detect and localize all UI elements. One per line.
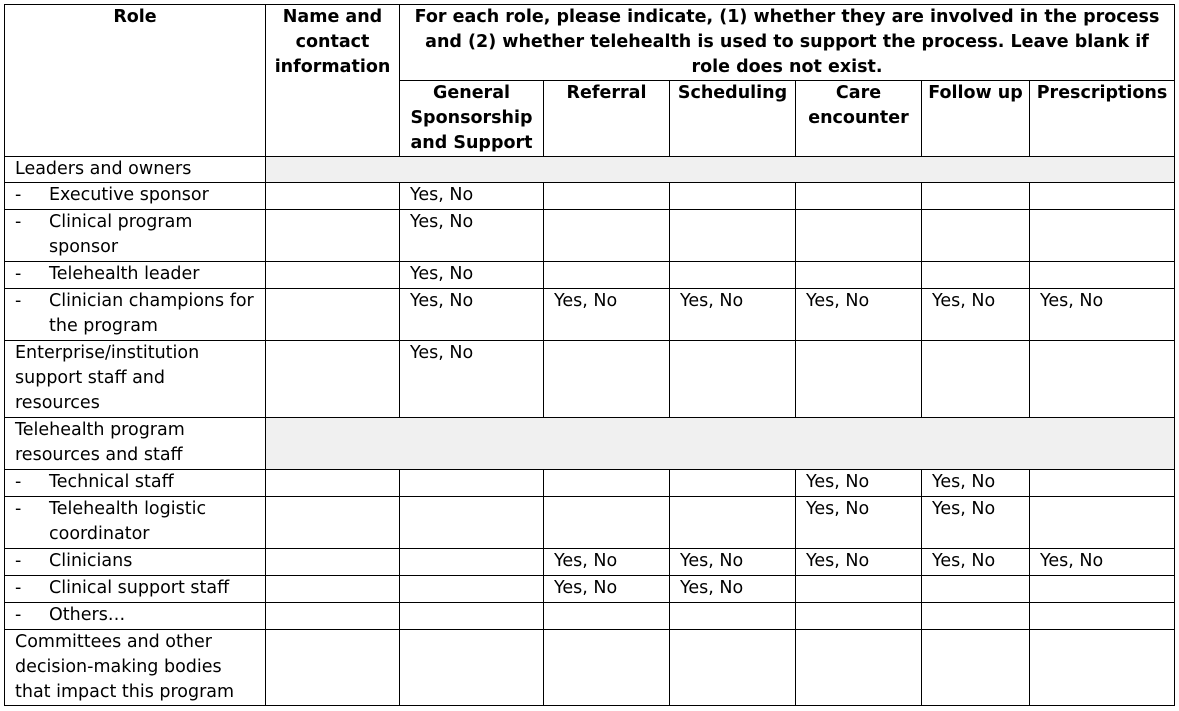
yes-no-cell [796, 603, 922, 630]
role-column-header: Role [5, 5, 266, 157]
yes-no-cell [1030, 603, 1175, 630]
name-contact-cell[interactable] [266, 630, 400, 706]
role-label: Technical staff [49, 472, 174, 492]
table-row [5, 630, 1175, 706]
yes-no-cell [670, 630, 796, 706]
yes-no-cell [1030, 262, 1175, 289]
table-row [5, 576, 1175, 603]
yes-no-cell [922, 210, 1030, 262]
yes-no-cell[interactable]: Yes, No [544, 576, 670, 603]
role-label: Committees and other decision-making bodies that impact this program [15, 632, 235, 702]
yes-no-cell[interactable]: Yes, No [400, 289, 544, 341]
list-dash-marker: - [15, 605, 22, 625]
yes-no-cell [1030, 630, 1175, 706]
role-cell [5, 497, 266, 549]
role-label: Telehealth program resources and staff [15, 420, 185, 465]
yes-no-cell [400, 470, 544, 497]
yes-no-cell [670, 183, 796, 210]
yes-no-cell[interactable]: Yes, No [670, 289, 796, 341]
role-label: Others… [49, 605, 126, 625]
yes-no-cell[interactable]: Yes, No [796, 549, 922, 576]
yes-no-cell[interactable]: Yes, No [670, 576, 796, 603]
table-row [5, 341, 1175, 418]
yes-no-cell [1030, 576, 1175, 603]
role-cell [5, 630, 266, 706]
yes-no-cell [796, 576, 922, 603]
role-label: Clinical program sponsor [49, 212, 193, 257]
table-row [5, 157, 1175, 183]
list-dash-marker: - [15, 185, 22, 205]
yes-no-cell [796, 210, 922, 262]
yes-no-cell [400, 576, 544, 603]
yes-no-cell [544, 470, 670, 497]
column-header-care-encounter: Care encounter [796, 81, 922, 157]
list-dash-marker: - [15, 472, 22, 492]
role-cell [5, 289, 266, 341]
role-cell [5, 157, 266, 183]
column-header-follow-up: Follow up [922, 81, 1030, 157]
yes-no-cell [670, 497, 796, 549]
role-label: Executive sponsor [49, 185, 209, 205]
yes-no-cell[interactable]: Yes, No [544, 289, 670, 341]
role-cell [5, 470, 266, 497]
table-row [5, 549, 1175, 576]
list-dash-marker: - [15, 291, 22, 311]
yes-no-cell [922, 262, 1030, 289]
roles-table-body [5, 157, 1175, 706]
name-contact-cell[interactable] [266, 183, 400, 210]
yes-no-cell[interactable]: Yes, No [922, 289, 1030, 341]
role-label: Clinician champions for the program [49, 291, 254, 336]
yes-no-cell [400, 603, 544, 630]
yes-no-cell[interactable]: Yes, No [922, 549, 1030, 576]
table-row [5, 603, 1175, 630]
yes-no-cell[interactable]: Yes, No [796, 470, 922, 497]
table-row [5, 262, 1175, 289]
yes-no-cell [796, 183, 922, 210]
yes-no-cell[interactable]: Yes, No [400, 210, 544, 262]
role-cell [5, 210, 266, 262]
yes-no-cell [1030, 470, 1175, 497]
yes-no-cell[interactable]: Yes, No [670, 549, 796, 576]
yes-no-cell[interactable]: Yes, No [922, 470, 1030, 497]
yes-no-cell [544, 210, 670, 262]
role-cell [5, 603, 266, 630]
instruction-header: For each role, please indicate, (1) whether they are involved in the process and (2) whether telehealth is used to support the process. Leave blank if role does not exist. [400, 5, 1175, 81]
name-contact-column-header: Name and contact information [266, 5, 400, 157]
yes-no-cell[interactable]: Yes, No [400, 341, 544, 418]
name-contact-cell[interactable] [266, 497, 400, 549]
role-cell [5, 341, 266, 418]
yes-no-cell [922, 341, 1030, 418]
yes-no-cell [670, 262, 796, 289]
role-label: Enterprise/institution support staff and resources [15, 343, 200, 413]
section-fill-cell [266, 157, 1175, 183]
yes-no-cell [922, 576, 1030, 603]
yes-no-cell[interactable]: Yes, No [1030, 549, 1175, 576]
name-contact-cell[interactable] [266, 576, 400, 603]
yes-no-cell [544, 630, 670, 706]
role-cell [5, 418, 266, 470]
table-row [5, 289, 1175, 341]
yes-no-cell [400, 630, 544, 706]
yes-no-cell [796, 262, 922, 289]
yes-no-cell [1030, 341, 1175, 418]
yes-no-cell[interactable]: Yes, No [796, 497, 922, 549]
yes-no-cell [670, 210, 796, 262]
name-contact-cell[interactable] [266, 289, 400, 341]
column-header-referral: Referral [544, 81, 670, 157]
role-cell [5, 576, 266, 603]
yes-no-cell[interactable]: Yes, No [796, 289, 922, 341]
yes-no-cell[interactable]: Yes, No [544, 549, 670, 576]
list-dash-marker: - [15, 578, 22, 598]
column-header-scheduling: Scheduling [670, 81, 796, 157]
name-contact-cell[interactable] [266, 262, 400, 289]
table-row [5, 418, 1175, 470]
yes-no-cell [670, 603, 796, 630]
role-label: Clinicians [49, 551, 133, 571]
name-contact-cell[interactable] [266, 341, 400, 418]
name-contact-cell[interactable] [266, 603, 400, 630]
table-row [5, 497, 1175, 549]
yes-no-cell[interactable]: Yes, No [1030, 289, 1175, 341]
yes-no-cell [544, 497, 670, 549]
section-fill-cell [266, 418, 1175, 470]
name-contact-cell[interactable] [266, 549, 400, 576]
yes-no-cell [544, 603, 670, 630]
yes-no-cell [670, 341, 796, 418]
yes-no-cell [400, 549, 544, 576]
yes-no-cell [544, 262, 670, 289]
yes-no-cell [922, 603, 1030, 630]
role-cell [5, 262, 266, 289]
yes-no-cell[interactable]: Yes, No [400, 183, 544, 210]
list-dash-marker: - [15, 212, 22, 232]
yes-no-cell [922, 630, 1030, 706]
yes-no-cell [1030, 210, 1175, 262]
role-label: Telehealth logistic coordinator [49, 499, 207, 544]
list-dash-marker: - [15, 264, 22, 284]
name-contact-cell[interactable] [266, 470, 400, 497]
header-row-1 [5, 5, 1175, 81]
column-header-prescriptions: Prescriptions [1030, 81, 1175, 157]
yes-no-cell [544, 341, 670, 418]
table-row [5, 470, 1175, 497]
role-label: Leaders and owners [15, 159, 192, 179]
roles-table [4, 4, 1175, 706]
yes-no-cell [670, 470, 796, 497]
list-dash-marker: - [15, 499, 22, 519]
role-cell [5, 183, 266, 210]
list-dash-marker: - [15, 551, 22, 571]
yes-no-cell [1030, 497, 1175, 549]
yes-no-cell [400, 497, 544, 549]
yes-no-cell [796, 630, 922, 706]
table-row [5, 210, 1175, 262]
role-cell [5, 549, 266, 576]
yes-no-cell [1030, 183, 1175, 210]
yes-no-cell [922, 183, 1030, 210]
role-label: Clinical support staff [49, 578, 230, 598]
table-row [5, 183, 1175, 210]
name-contact-cell[interactable] [266, 210, 400, 262]
yes-no-cell [544, 183, 670, 210]
yes-no-cell [796, 341, 922, 418]
role-label: Telehealth leader [49, 264, 200, 284]
column-header-general-sponsorship: General Sponsorship and Support [400, 81, 544, 157]
yes-no-cell[interactable]: Yes, No [400, 262, 544, 289]
yes-no-cell[interactable]: Yes, No [922, 497, 1030, 549]
